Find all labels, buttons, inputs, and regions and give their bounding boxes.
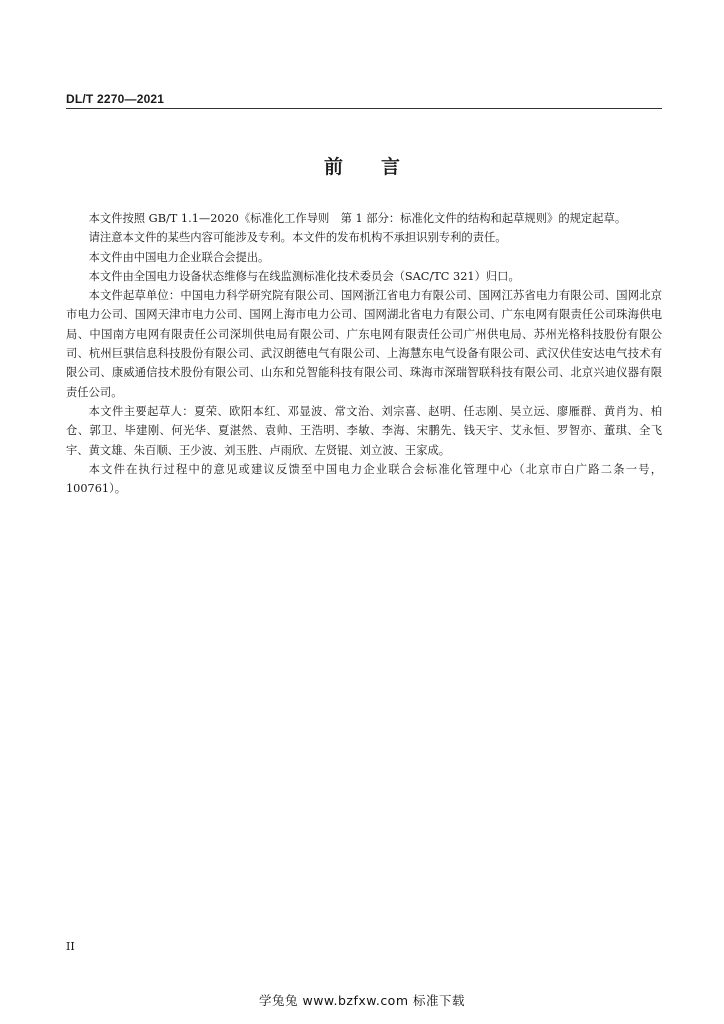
header-divider [66,108,662,109]
foreword-body [66,209,662,498]
paragraph-feedback: 本文件在执行过程中的意见或建议反馈至中国电力企业联合会标准化管理中心（北京市白广路二条一号，100761）。 [66,462,662,496]
paragraph-drafting-rules: 本文件按照 GB/T 1.1—2020《标准化工作导则 第 1 部分：标准化文件的结构和起草规则》的规定起草。 [88,212,627,225]
paragraph-drafters: 本文件主要起草人：夏荣、欧阳本红、邓显波、常文治、刘宗喜、赵明、任志刚、吴立远、廖雁群、黄肖为、柏仓、郭卫、毕建刚、何光华、夏湛然、袁帅、王浩明、李敏、李海、宋鹏先、钱天宇、艾永恒、罗智亦、董琪、全飞宇、黄文雄、朱百顺、王少波、刘玉胜、卢雨欣、左贤锟、刘立波、王家成。 [66,404,662,457]
paragraph-committee: 本文件由全国电力设备状态维修与在线监测标准化技术委员会（SAC/TC 321）归口。 [88,269,520,283]
paragraph-drafting-units: 本文件起草单位：中国电力科学研究院有限公司、国网浙江省电力有限公司、国网江苏省电力有限公司、国网北京市电力公司、国网天津市电力公司、国网上海市电力公司、国网湖北省电力有限公司、广东电网有限责任公司珠海供电局、中国南方电网有限责任公司深圳供电局有限公司、广东电网有限责任公司广州供电局、苏州光格科技股份有限公司、杭州巨骐信息科技股份有限公司、武汉朗德电气有限公司、上海慧东电气设备有限公司、武汉伏佳安达电气技术有限公司、康威通信技术股份有限公司、山东和兑智能科技有限公司、珠海市深瑞智联科技有限公司、北京兴迪仪器有限责任公司。 [66,289,662,399]
standard-code: DL/T 2270—2021 [66,92,165,106]
paragraph-patent-notice: 请注意本文件的某些内容可能涉及专利。本文件的发布机构不承担识别专利的责任。 [88,231,507,245]
page-title: 前言 [323,156,438,178]
footer-watermark-text: 学兔兔 www.bzfxw.com 标准下载 [259,993,465,1008]
paragraph-proposer: 本文件由中国电力企业联合会提出。 [88,250,270,264]
page-number: II [66,940,75,953]
